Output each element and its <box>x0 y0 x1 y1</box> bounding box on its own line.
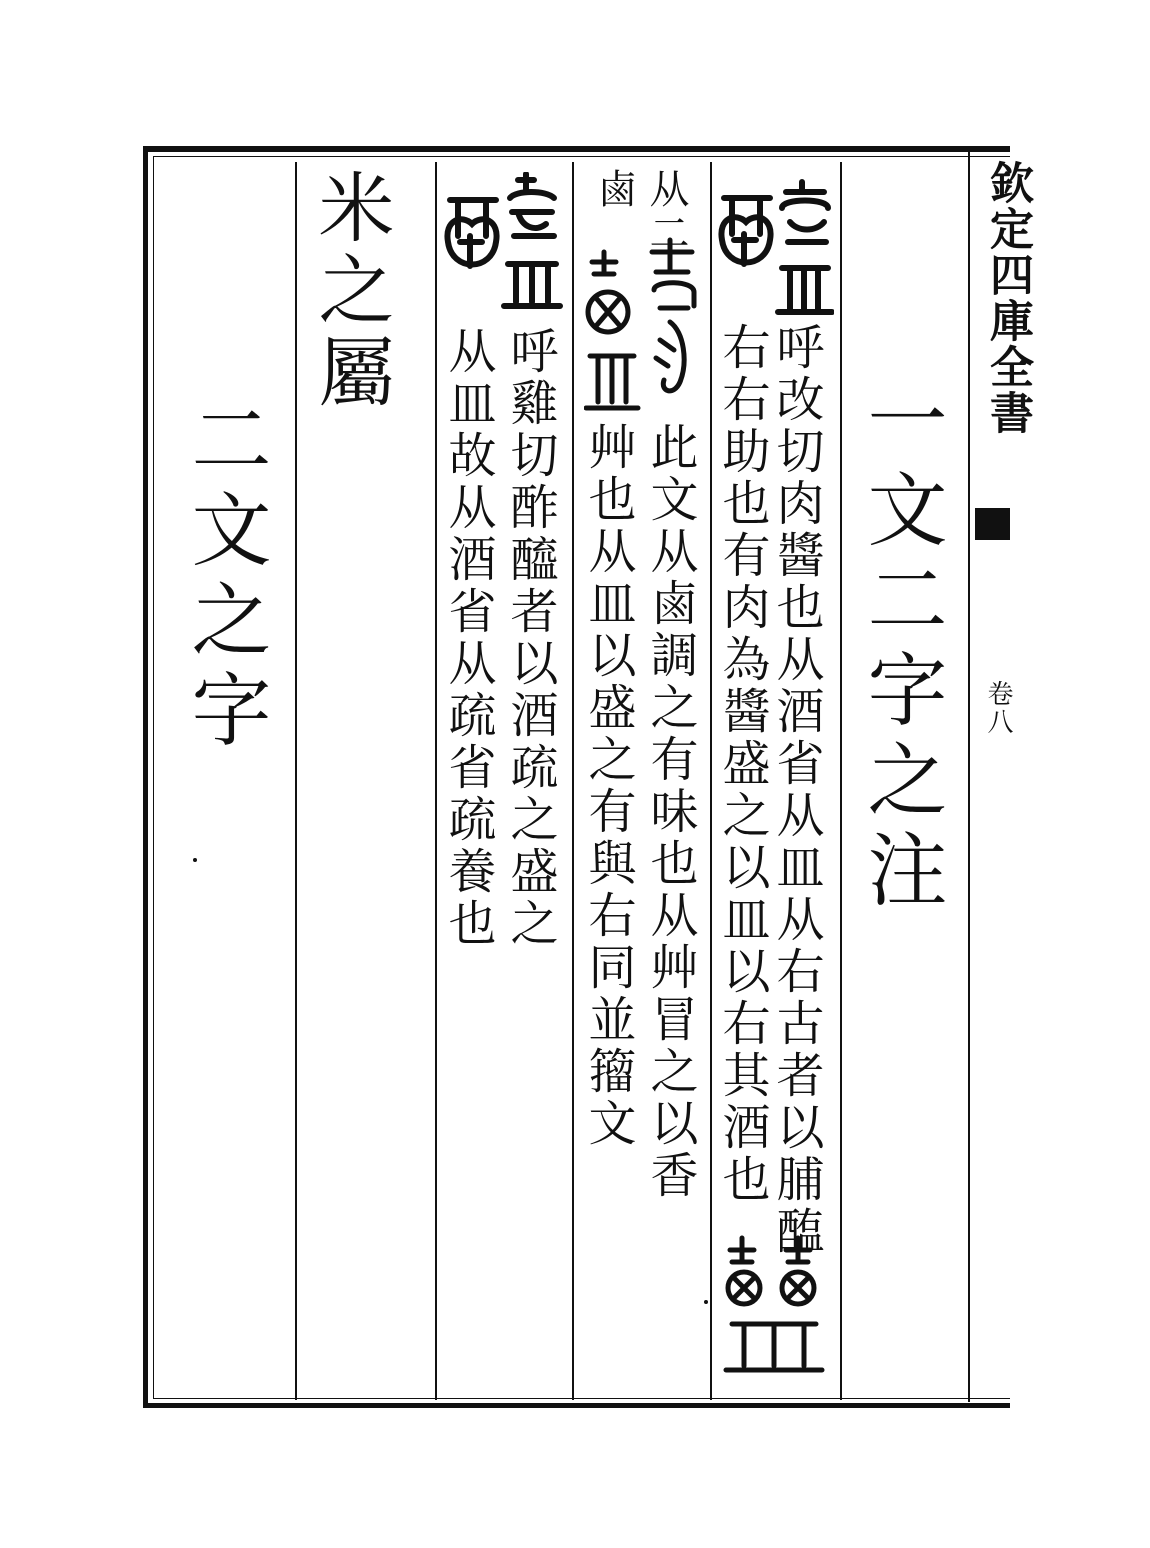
entry2-gloss-a: 此文从鹵調之有味也从艸冒之以香 <box>642 422 698 1202</box>
column-rule <box>968 152 970 1402</box>
category-heading: 米之屬 <box>306 168 395 414</box>
entry3-gloss-b: 从皿故从酒省从疏省疏養也 <box>440 326 496 950</box>
entry2-gloss-top: 从二 <box>643 168 689 256</box>
seal-glyph-icon <box>722 1228 826 1378</box>
column-rule <box>840 162 842 1400</box>
volume-label: 卷八 <box>983 680 1013 736</box>
entry2-gloss-b: 艸也从皿以盛之有與右同並籀文 <box>580 422 636 1150</box>
entry3-gloss-a: 呼雞切酢醯者以酒疏之盛之 <box>502 326 558 950</box>
seal-character-entry3 <box>442 172 564 312</box>
seal-glyph-icon <box>442 172 564 312</box>
section-heading-one: 一文二字之注 <box>854 378 947 918</box>
column-rule <box>435 162 437 1400</box>
column-rule <box>295 162 297 1400</box>
seal-glyph-icon <box>584 232 702 422</box>
ink-speck <box>193 858 197 862</box>
entry1-gloss-b: 右右助也有肉為醬盛之以皿以右其酒也 <box>714 322 770 1206</box>
seal-character-entry2 <box>584 232 702 422</box>
seal-character-entry1-variant <box>722 1228 826 1378</box>
entry1-gloss-a: 呼改切肉醬也从酒省从皿从右古者以脯醢 <box>768 322 824 1258</box>
series-title: 欽定四庫全書 <box>982 160 1033 436</box>
column-rule <box>710 162 712 1400</box>
column-rule <box>572 162 574 1400</box>
fold-black-mark <box>975 508 1010 540</box>
ink-speck <box>704 1300 708 1304</box>
seal-character-entry1 <box>716 178 834 318</box>
entry2-gloss-top2: 鹵 <box>591 168 637 212</box>
seal-glyph-icon <box>716 178 834 318</box>
section-heading-two: 二文之字 <box>178 398 271 758</box>
